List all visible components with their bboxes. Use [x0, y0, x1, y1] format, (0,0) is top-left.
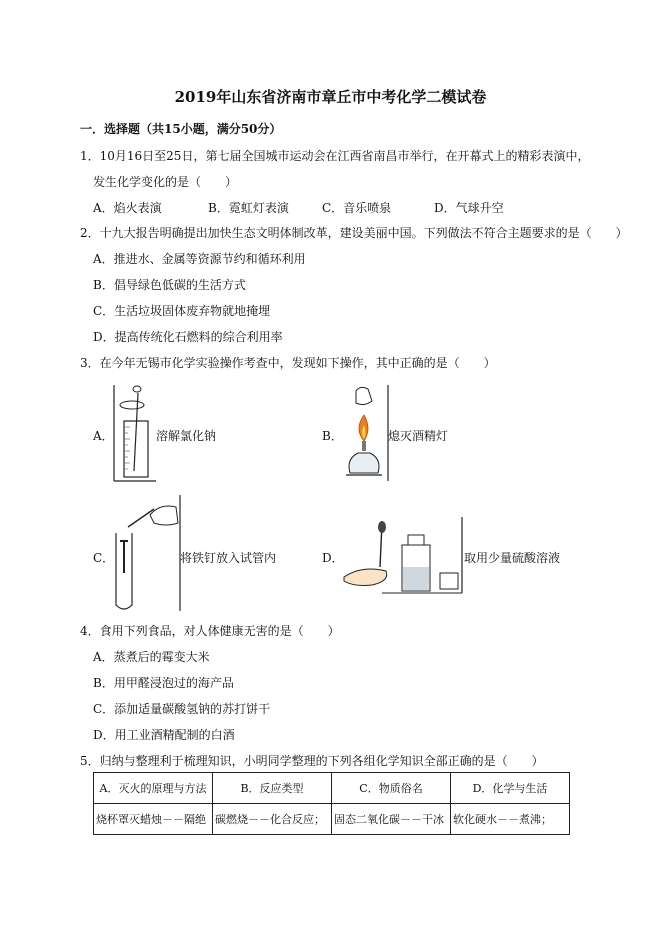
figure-c-nail-test-tube: [110, 493, 185, 613]
table-header-d: D．化学与生活: [451, 773, 570, 804]
table-cell-d: 软化硬水－－煮沸；: [451, 804, 570, 835]
figure-d-dropper: [342, 515, 467, 595]
q3-option-d-text: 取用少量硫酸溶液: [464, 551, 561, 565]
q1-stem-line1: 1．10月16日至25日，第七届全国城市运动会在江西省南昌市举行，在开幕式上的精彩表演中，: [80, 149, 590, 163]
q3-option-a-text: 溶解氯化钠: [156, 429, 217, 443]
q3-option-c-text: 将铁钉放入试管内: [180, 551, 277, 565]
table-header-a: A．灭火的原理与方法: [94, 773, 213, 804]
table-cell-c: 固态二氧化碳－－干冰: [332, 804, 451, 835]
table-header-c: C．物质俗名: [332, 773, 451, 804]
q1-option-b: B．霓虹灯表演: [208, 201, 289, 215]
q1-option-c: C．音乐喷泉: [322, 201, 392, 215]
q3-option-d-label: D．: [322, 551, 344, 565]
q3-option-b-text: 熄灭酒精灯: [388, 429, 449, 443]
q2-stem: 2．十九大报告明确提出加快生态文明体制改革，建设美丽中国。下列做法不符合主题要求的是（ ）: [80, 226, 628, 240]
q1-option-a: A．焰火表演: [93, 201, 162, 215]
q2-option-a: A．推进水、金属等资源节约和循环利用: [93, 252, 306, 266]
q1-stem-line2: 发生化学变化的是（ ）: [93, 175, 238, 189]
q5-table: [93, 772, 570, 835]
table-cell-b: 碳燃烧－－化合反应；: [213, 804, 332, 835]
q3-option-a-label: A．: [93, 429, 114, 443]
q4-option-d: D．用工业酒精配制的白酒: [93, 728, 235, 742]
q1-option-d: D．气球升空: [434, 201, 504, 215]
section-heading: 一．选择题（共15小题，满分50分）: [80, 122, 282, 136]
q5-stem: 5．归纳与整理利于梳理知识，小明同学整理的下列各组化学知识全部正确的是（ ）: [80, 754, 544, 768]
page-title: 2019年山东省济南市章丘市中考化学二模试卷: [174, 88, 487, 106]
table-row: [94, 804, 570, 835]
q4-option-c: C．添加适量碳酸氢钠的苏打饼干: [93, 702, 271, 716]
q2-option-c: C．生活垃圾固体废弃物就地掩埋: [93, 304, 271, 318]
table-header-b: B．反应类型: [213, 773, 332, 804]
figure-a-dissolving: [108, 383, 158, 483]
q4-option-a: A．蒸煮后的霉变大米: [93, 650, 210, 664]
q2-option-d: D．提高传统化石燃料的综合利用率: [93, 330, 283, 344]
figure-b-alcohol-lamp: [340, 383, 390, 483]
q3-option-b-label: B．: [322, 429, 343, 443]
q3-stem: 3．在今年无锡市化学实验操作考查中，发现如下操作，其中正确的是（ ）: [80, 356, 496, 370]
q2-option-b: B．倡导绿色低碳的生活方式: [93, 278, 246, 292]
table-cell-a: 烧杯罩灭蜡烛－－隔绝: [94, 804, 213, 835]
table-row: [94, 773, 570, 804]
q4-stem: 4．食用下列食品，对人体健康无害的是（ ）: [80, 624, 340, 638]
q4-option-b: B．用甲醛浸泡过的海产品: [93, 676, 234, 690]
q3-option-c-label: C．: [93, 551, 115, 565]
